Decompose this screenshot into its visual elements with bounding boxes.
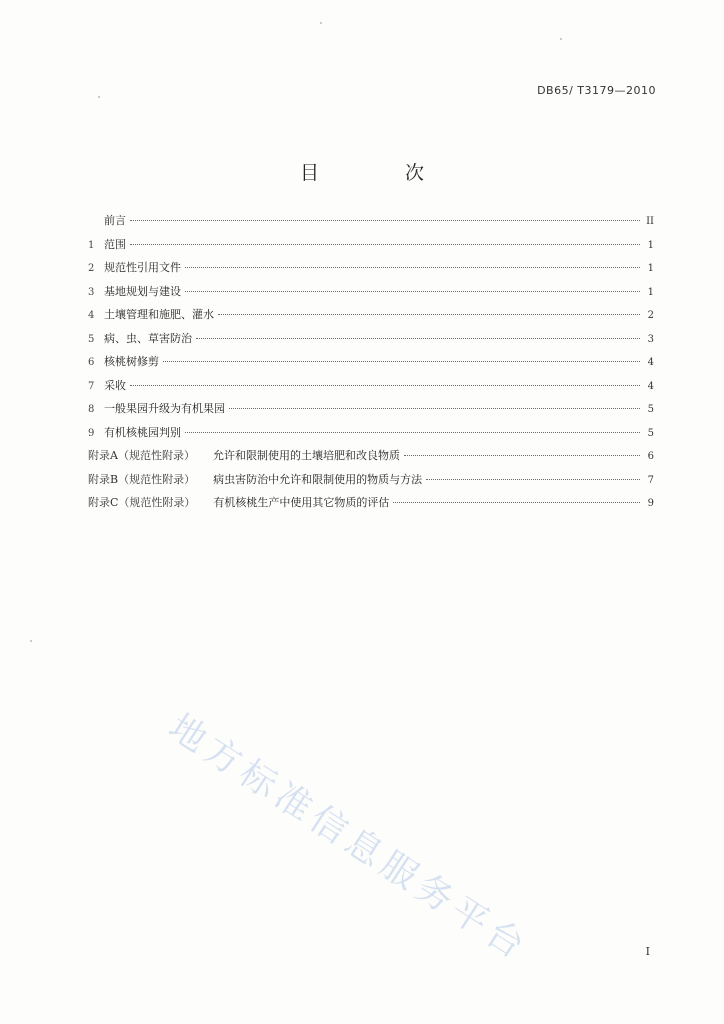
toc-entry-page: 2: [647, 310, 654, 321]
toc-dot-leader: [130, 220, 640, 221]
toc-entry-soil-management[interactable]: [88, 306, 654, 330]
toc-entry-orchard-upgrade[interactable]: [88, 400, 654, 424]
toc-dot-leader: [393, 502, 640, 503]
toc-dot-leader: [196, 338, 640, 339]
toc-entry-appendix-prefix: 附录C（规范性附录）: [88, 496, 196, 509]
toc-entry-foreword[interactable]: [88, 212, 654, 236]
toc-entry-harvest[interactable]: [88, 377, 654, 401]
toc-entry-page: 5: [647, 404, 654, 415]
toc-entry-label: 前言: [104, 214, 126, 227]
toc-entry-appendix-prefix: 附录A（规范性附录）: [88, 449, 195, 462]
toc-entry-number: 6: [88, 357, 95, 368]
toc-entry-pest-control[interactable]: [88, 330, 654, 354]
table-of-contents: [88, 212, 654, 518]
toc-entry-page: 1: [647, 263, 654, 274]
toc-entry-label: 有机核桃生产中使用其它物质的评估: [213, 496, 390, 509]
toc-entry-page: 7: [647, 474, 654, 486]
toc-entry-label: 土壤管理和施肥、灌水: [104, 308, 214, 321]
toc-entry-label: 有机核桃园判别: [104, 425, 181, 439]
toc-entry-scope[interactable]: [88, 236, 654, 260]
scan-speck: [320, 22, 322, 24]
toc-entry-page: 1: [647, 286, 654, 298]
toc-dot-leader: [218, 314, 640, 315]
toc-dot-leader: [185, 291, 640, 292]
toc-entry-appendix-a[interactable]: [88, 447, 654, 471]
toc-entry-pruning[interactable]: [88, 353, 654, 377]
toc-entry-label: 病虫害防治中允许和限制使用的物质与方法: [213, 472, 423, 486]
toc-entry-number: 9: [88, 427, 95, 439]
scan-speck: [98, 96, 100, 98]
toc-entry-page: 5: [647, 427, 654, 439]
toc-entry-number: 7: [88, 380, 95, 392]
toc-entry-label: 核桃树修剪: [104, 355, 159, 368]
toc-entry-page: 4: [647, 380, 654, 392]
toc-dot-leader: [426, 479, 640, 480]
toc-entry-appendix-c[interactable]: [88, 494, 654, 518]
toc-entry-page: 3: [647, 333, 654, 345]
toc-entry-label: 允许和限制使用的土壤培肥和改良物质: [212, 449, 400, 462]
toc-dot-leader: [130, 385, 640, 386]
scan-speck: [560, 38, 562, 40]
toc-dot-leader: [163, 361, 640, 362]
toc-title: 目 次: [299, 162, 465, 184]
toc-entry-label: 规范性引用文件: [104, 261, 181, 274]
toc-entry-page: 1: [647, 239, 654, 251]
toc-entry-label: 基地规划与建设: [104, 284, 181, 298]
toc-dot-leader: [130, 244, 640, 245]
toc-entry-page: 4: [647, 357, 654, 368]
toc-dot-leader: [404, 455, 640, 456]
toc-entry-appendix-b[interactable]: [88, 471, 654, 495]
standard-code: DB65/ T3179—2010: [537, 84, 656, 97]
toc-entry-number: 5: [88, 333, 95, 345]
scan-speck: [30, 640, 32, 642]
toc-entry-label: 采收: [104, 378, 126, 392]
toc-entry-label: 病、虫、草害防治: [104, 331, 192, 345]
toc-entry-label: 一般果园升级为有机果园: [104, 402, 225, 415]
toc-entry-number: 4: [88, 310, 95, 321]
toc-entry-page: 6: [647, 451, 654, 462]
toc-dot-leader: [185, 267, 640, 268]
toc-dot-leader: [229, 408, 640, 409]
toc-dot-leader: [185, 432, 640, 433]
toc-entry-page: 9: [647, 498, 654, 509]
toc-entry-number: 2: [88, 263, 95, 274]
toc-entry-number: 8: [88, 404, 95, 415]
page-number: I: [645, 945, 650, 958]
toc-entry-appendix-prefix: 附录B（规范性附录）: [88, 472, 196, 486]
toc-entry-base-planning[interactable]: [88, 283, 654, 307]
toc-entry-number: 3: [88, 286, 95, 298]
toc-entry-orchard-identification[interactable]: [88, 424, 654, 448]
toc-entry-number: 1: [88, 239, 95, 251]
watermark-text: 地方标准信息服务平台: [161, 706, 536, 970]
toc-entry-normative-references[interactable]: [88, 259, 654, 283]
toc-entry-page: II: [646, 216, 654, 227]
toc-entry-label: 范围: [104, 237, 126, 251]
